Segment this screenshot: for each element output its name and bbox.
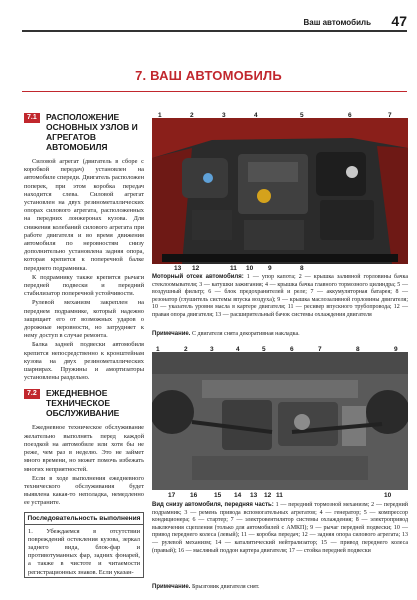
paragraph: Рулевой механизм закреплен на переднем подрамнике, который надежно защищает его от возможных ударов о дорожные неровности, но затрудняет к нему доступ в случае ремонта. [24,299,144,340]
paragraph: Балка задней подвески автомобиля крепится непосредственно к кронштейнам кузова на двух резинометаллических шарнирах. Пружины и амортизаторы установлены раздельно. [24,341,144,382]
paragraph: Ежедневное техническое обслуживание желательно выполнять перед каждой поездкой на автомобиле или хотя бы не реже, чем раз в неделю. Это не займет много времени, но может помочь избежать многих неприятностей. [24,424,144,473]
figure2-caption [152,502,408,555]
callout-label: 16 [190,492,198,499]
callout-label: 9 [394,346,398,353]
note-title: Примечание. [152,584,191,590]
callout-label: 13 [250,492,258,499]
note-text: С двигателя снята декоративная накладка. [191,331,300,337]
engine-bay-photo [152,118,408,264]
callout-label: 12 [192,265,200,272]
chapter-title: 7. ВАШ АВТОМОБИЛЬ [135,68,282,83]
section-heading-7-1 [24,112,144,152]
callout-label: 10 [384,492,392,499]
callout-label: 13 [174,265,182,272]
callout-label: 17 [168,492,176,499]
callout-label: 5 [262,346,266,353]
note-text: Брызговик двигателя снят. [191,584,260,590]
callout-label: 4 [254,112,258,119]
page-header [0,0,417,40]
caption-text: 1 — упор капота; 2 — крышка заливной горловины бачка стеклоомывателя; 3 — катушки зажигания; 4 — крышка бачка главного тормозного цилиндра; 5 — воздушный фильтр; 6 — блок предохранителей и реле; 7 — аккумуляторная батарея; 8 — резонатор (глушитель системы впуска воздуха); 9 — крышка маслозаливной горловины двигателя; 10 — указатель уровня масла в картере двигателя; 11 — ресивер впускного трубопровода; 12 — правая опора двигателя; 13 — расширительный бачок системы охлаждения двигателя [152,274,409,318]
callout-label: 8 [356,346,360,353]
caption-text: 1 — передний тормозной механизм; 2 — передний подрамник; 3 — ремень привода вспомогательных агрегатов; 4 — генератор; 5 — компрессор кондиционера; 6 — стартер; 7 — электровентилятор системы охлаждения; 8 — электропривод выключения сцепления (только для автомобилей с АМКП); 9 — рычаг передней подвески; 10 — привод переднего колеса (левый); 11 — коробка передач; 12 — задняя опора силового агрегата; 13 — рулевой механизм; 14 — каталитический нейтрализатор; 15 — привод переднего колеса (правый); 16 — масляный поддон картера двигателя; 17 — стойка передней подвески [152,502,408,554]
callout-label: 15 [214,492,222,499]
paragraph: К подрамнику также крепятся рычаги передней подвески и передний стабилизатор поперечной устойчивости. [24,273,144,298]
callout-label: 5 [300,112,304,119]
figure1-caption [152,274,408,320]
callout-label: 1 [156,346,160,353]
engine-bay-image [152,118,408,264]
section-title: РАСПОЛОЖЕНИЕ ОСНОВНЫХ УЗЛОВ И АГРЕГАТОВ АВТОМОБИЛЯ [46,112,138,152]
callout-label: 2 [184,346,188,353]
caption-title: Вид снизу автомобиля, передняя часть: [152,502,274,508]
paragraph: Если в ходе выполнения ежедневного технического обслуживания будет выявлена какая-то неполадка, немедленно ее устраните. [24,474,144,507]
procedure-header: Последовательность выполнения [25,513,143,525]
callout-label: 3 [210,346,214,353]
callout-label: 3 [222,112,226,119]
header-rule [22,30,407,32]
callout-label: 6 [348,112,352,119]
procedure-text: 1. Убеждаемся в отсутствии повреждений остекления кузова, зеркал заднего вида, блок-фар и противотуманных фар, задних фонарей, а также в чистоте и читаемости регистрационных знаков. Если указан- [28,527,140,576]
callout-label: 9 [268,265,272,272]
paragraph: Силовой агрегат (двигатель в сборе с коробкой передач) установлен на автомобиле спереди. Двигатель расположен поперек, при этом коробка передач находится слева. Силовой агрегат установлен на двух резинометаллических опорах силового агрегата, расположенных на передних лонжеронах кузова. Для снижения колебаний силового агрегата при работе двигателя и во время движения автомобиля по неровностям снизу дополнительно установлена задняя опора, которая крепится к поперечной балке переднего подрамника. [24,158,144,272]
callout-label: 11 [276,492,283,499]
section-number: 7.1 [24,113,40,123]
section-number: 7.2 [24,389,40,399]
figure2-note [152,584,408,592]
underside-photo [152,352,408,490]
note-title: Примечание. [152,331,191,337]
procedure-box [24,512,144,578]
figure1-note [152,331,408,339]
section-title: ЕЖЕДНЕВНОЕ ТЕХНИЧЕСКОЕ ОБСЛУЖИВАНИЕ [46,388,120,419]
callout-label: 14 [234,492,242,499]
callout-label: 2 [190,112,194,119]
callout-label: 8 [300,265,304,272]
callout-label: 10 [246,265,254,272]
callout-label: 4 [236,346,240,353]
callout-label: 6 [290,346,294,353]
callout-label: 7 [318,346,322,353]
running-head: Ваш автомобиль [303,18,371,27]
caption-title: Моторный отсек автомобиля: [152,274,244,280]
underside-image [152,352,408,490]
chapter-rule [22,91,407,92]
callout-label: 12 [264,492,272,499]
section-heading-7-2 [24,388,144,418]
left-column [24,112,144,578]
page-number: 47 [391,13,407,29]
callout-label: 11 [230,265,237,272]
callout-label: 7 [388,112,392,119]
callout-label: 1 [158,112,162,119]
